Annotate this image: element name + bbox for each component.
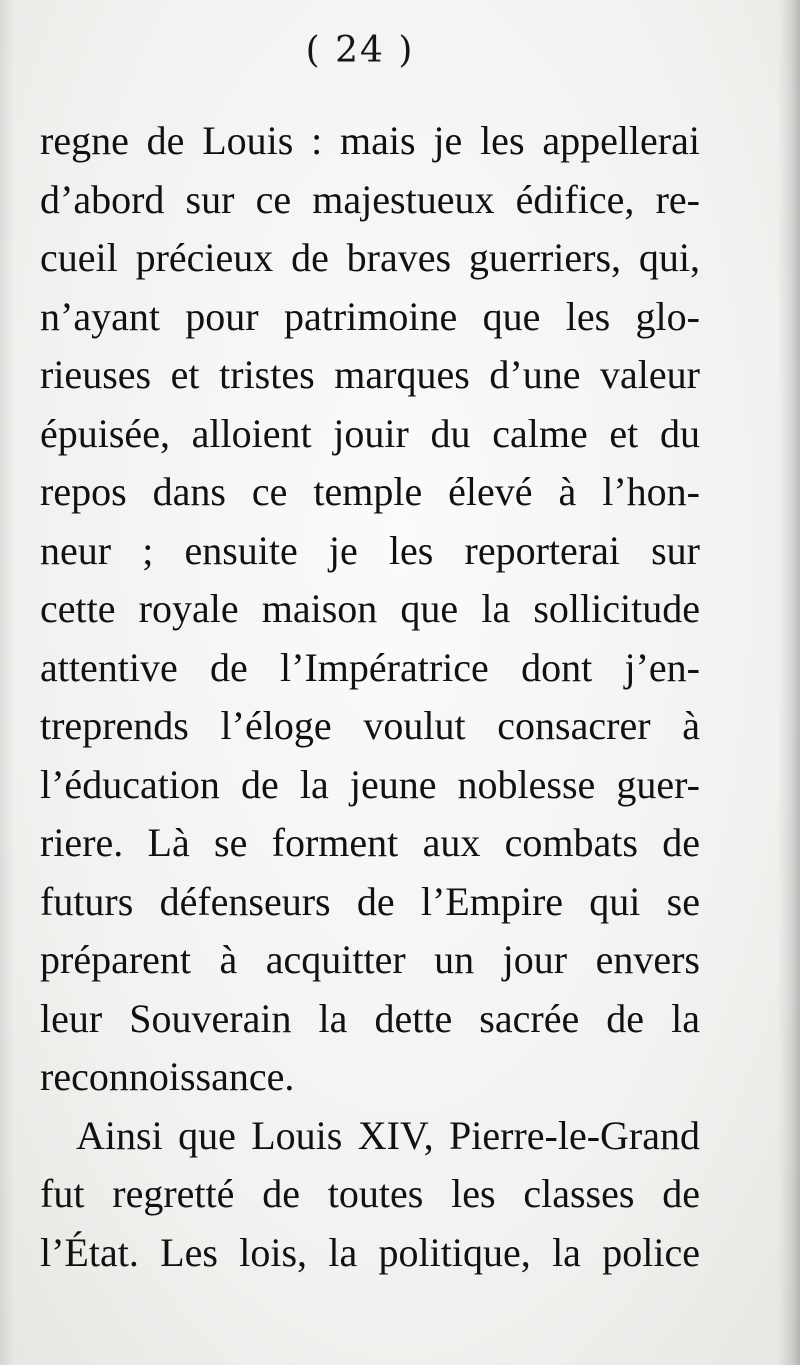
body-text: [40, 120, 700, 1290]
text-line: repos dans ce temple élevé à l’hon-: [40, 469, 700, 514]
text-line: neur ; ensuite je les reporterai sur: [40, 527, 700, 573]
page-edge-shadow: [778, 0, 800, 1365]
text-line: préparent à acquitter un jour envers: [40, 937, 700, 982]
text-line: d’abord sur ce majestueux édifice, re-: [40, 176, 700, 222]
text-line: treprends l’éloge voulut consacrer à: [40, 703, 700, 748]
page-number: ( 24 ): [305, 30, 415, 71]
text-line: attentive de l’Impératrice dont j’en-: [40, 644, 700, 690]
text-line: cette royale maison que la sollicitude: [40, 586, 700, 631]
text-line: leur Souverain la dette sacrée de la: [40, 995, 700, 1041]
text-line: riere. Là se forment aux combats de: [40, 820, 700, 865]
text-line: épuisée, alloient jouir du calme et du: [40, 410, 700, 456]
text-line: futurs défenseurs de l’Empire qui se: [40, 878, 700, 924]
paragraph-end-line: reconnoissance.: [40, 1054, 295, 1099]
text-line: cueil précieux de braves guerriers, qui,: [40, 235, 700, 280]
text-line: rieuses et tristes marques d’une valeur: [40, 352, 700, 397]
gutter-shadow: [0, 0, 14, 1365]
text-line: l’État. Les lois, la politique, la police: [40, 1229, 700, 1275]
paragraph-start-line: Ainsi que Louis XIV, Pierre-le-Grand: [76, 1112, 700, 1158]
text-line: fut regretté de toutes les classes de: [40, 1171, 700, 1216]
text-line: n’ayant pour patrimoine que les glo-: [40, 293, 700, 339]
text-line: l’éducation de la jeune noblesse guer-: [40, 761, 700, 807]
text-line: regne de Louis : mais je les appellerai: [40, 118, 700, 163]
